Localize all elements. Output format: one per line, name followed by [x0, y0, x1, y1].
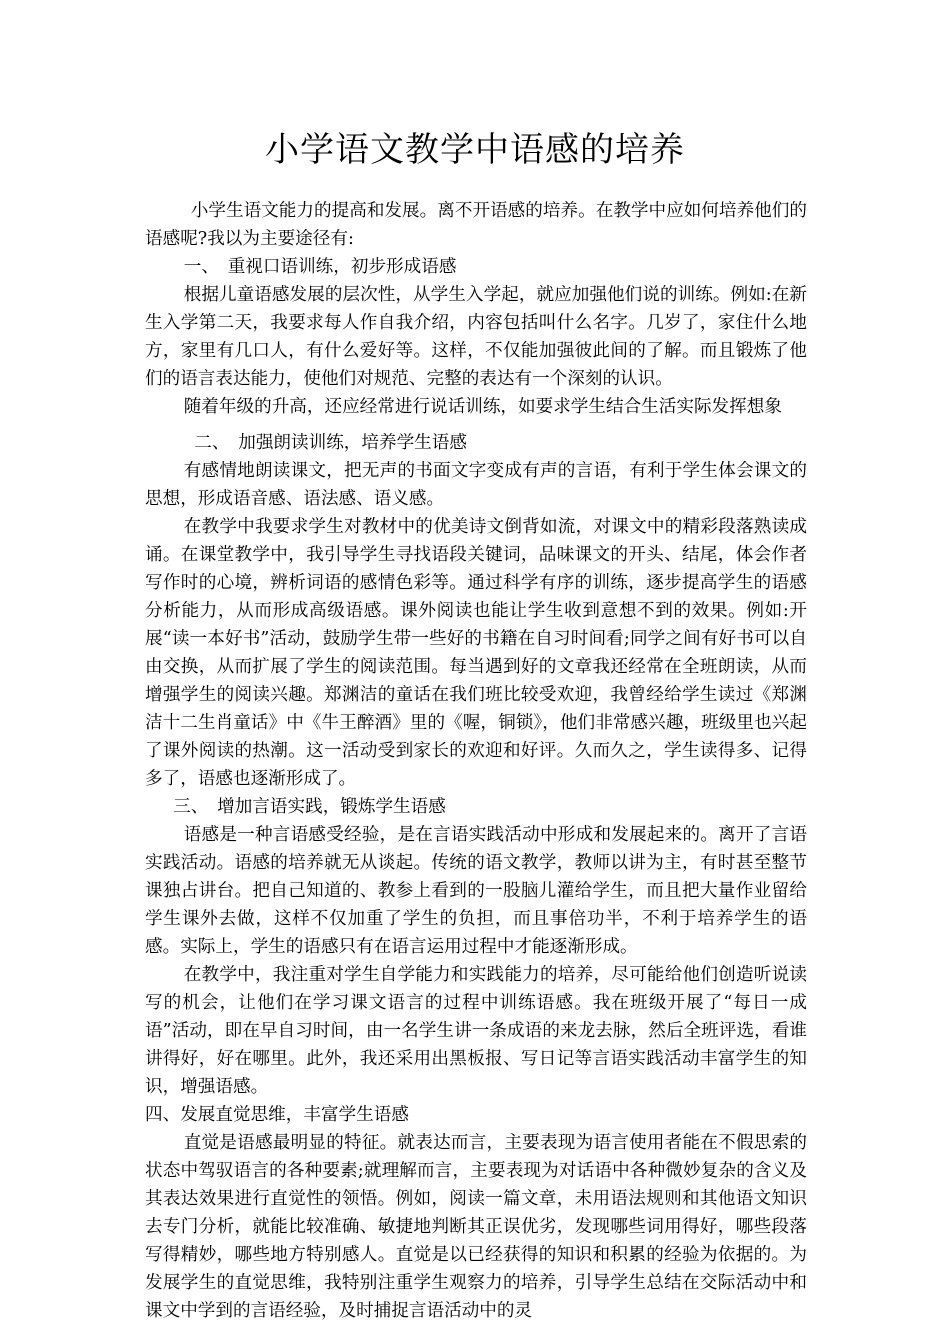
- paragraph: 根据儿童语感发展的层次性，从学生入学起，就应加强他们说的训练。例如:在新生入学第二天，我要求每人作自我介绍，内容包括叫什么名字。几岁了，家住什么地方，家里有几口人，有什么爱好等。这样，不仅能加强彼此间的了解。而且锻炼了他们的语言表达能力，使他们对规范、完整的表达有一个深刻的认识。: [145, 285, 807, 389]
- section-heading-3: 三、 增加言语实践，锻炼学生语感: [173, 797, 446, 817]
- section-heading-4: 四、发展直觉思维，丰富学生语感: [145, 1105, 409, 1125]
- paragraph: 直觉是语感最明显的特征。就表达而言，主要表现为语言使用者能在不假思索的状态中驾驭语言的各种要素;就理解而言，主要表现为对话语中各种微妙复杂的含义及其表达效果进行直觉性的领悟。例如，阅读一篇文章，未用语法规则和其他语文知识去专门分析，就能比较准确、敏捷地判断其正误优劣，发现哪些词用得好，哪些段落写得精妙，哪些地方特别感人。直觉是以已经获得的知识和积累的经验为依据的。为发展学生的直觉思维，我特别注重学生观察力的培养，引导学生总结在交际活动中和课文中学到的言语经验，及时捕捉言语活动中的灵: [145, 1133, 807, 1321]
- document-body: [145, 197, 807, 1325]
- document-title: 小学语文教学中语感的培养: [265, 130, 685, 170]
- paragraph: 有感情地朗读课文，把无声的书面文字变成有声的言语，有利于学生体会课文的思想，形成语音感、语法感、语义感。: [145, 461, 807, 509]
- intro-paragraph: 小学生语文能力的提高和发展。离不开语感的培养。在教学中应如何培养他们的语感呢?我以为主要途径有:: [145, 201, 807, 249]
- paragraph: 语感是一种言语感受经验，是在言语实践活动中形成和发展起来的。离开了言语实践活动。语感的培养就无从谈起。传统的语文教学，教师以讲为主，有时甚至整节课独占讲台。把自己知道的、教参上看到的一股脑儿灌给学生，而且把大量作业留给学生课外去做，这样不仅加重了学生的负担，而且事倍功半，不利于培养学生的语感。实际上，学生的语感只有在语言运用过程中才能逐渐形成。: [145, 825, 807, 957]
- paragraph: 在教学中我要求学生对教材中的优美诗文倒背如流，对课文中的精彩段落熟读成诵。在课堂教学中，我引导学生寻找语段关键词，品味课文的开头、结尾，体会作者写作时的心境，辨析词语的感情色彩等。通过科学有序的训练，逐步提高学生的语感分析能力，从而形成高级语感。课外阅读也能让学生收到意想不到的效果。例如:开展“读一本好书”活动，鼓励学生带一些好的书籍在自习时间看;同学之间有好书可以自由交换，从而扩展了学生的阅读范围。每当遇到好的文章我还经常在全班朗读，从而增强学生的阅读兴趣。郑渊洁的童话在我们班比较受欢迎，我曾经给学生读过《郑渊洁十二生肖童话》中《牛王醉酒》里的《喔，铜锁》，他们非常感兴趣，班级里也兴起了课外阅读的热潮。这一活动受到家长的欢迎和好评。久而久之，学生读得多、记得多了，语感也逐渐形成了。: [145, 517, 807, 789]
- paragraph: 在教学中，我注重对学生自学能力和实践能力的培养，尽可能给他们创造听说读写的机会，让他们在学习课文语言的过程中训练语感。我在班级开展了“每日一成语”活动，即在早自习时间，由一名学生讲一条成语的来龙去脉，然后全班评选，看谁讲得好，好在哪里。此外，我还采用出黑板报、写日记等言语实践活动丰富学生的知识，增强语感。: [145, 965, 807, 1097]
- paragraph: 随着年级的升高，还应经常进行说话训练，如要求学生结合生活实际发挥想象: [183, 397, 782, 417]
- section-heading-1: 一、 重视口语训练，初步形成语感: [183, 257, 457, 277]
- section-heading-2: 二、 加强朗读训练，培养学生语感: [194, 433, 467, 453]
